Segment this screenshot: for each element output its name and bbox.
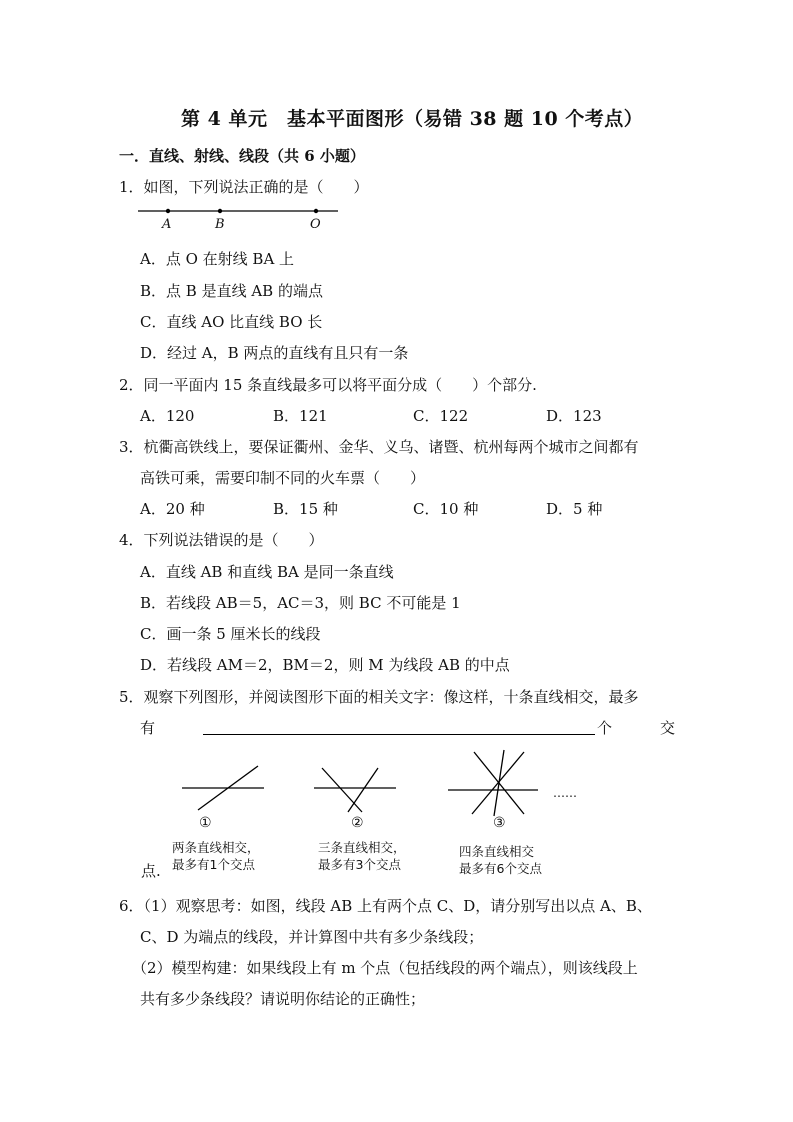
- q3-option-b: B．15 种: [273, 500, 338, 518]
- q1-option-a: A．点 O 在射线 BA 上: [140, 250, 295, 268]
- q5-word-ge: 个: [597, 719, 613, 737]
- q4-option-a: A．直线 AB 和直线 BA 是同一条直线: [140, 563, 394, 581]
- q1-label-a: A: [162, 217, 172, 232]
- q5-fig1-caption: 两条直线相交， 最多有1个交点: [172, 840, 260, 872]
- q1-option-c: C．直线 AO 比直线 BO 长: [140, 313, 323, 331]
- q5-fig2-number: ②: [351, 815, 364, 831]
- q4-stem: 4．下列说法错误的是（ ）: [119, 531, 324, 549]
- q2-option-c: C．122: [413, 407, 469, 425]
- page-title: 第 4 单元 基本平面图形（易错 38 题 10 个考点）: [181, 108, 644, 130]
- q2-stem: 2．同一平面内 15 条直线最多可以将平面分成（ ）个部分.: [119, 376, 537, 394]
- q4-option-b: B．若线段 AB＝5，AC＝3，则 BC 不可能是 1: [140, 594, 461, 612]
- q1-point-o: [314, 209, 318, 213]
- q5-figure-2: [312, 764, 402, 816]
- q2-option-d: D．123: [546, 407, 602, 425]
- q5-fig3-line-steep: [494, 750, 504, 816]
- q5-stem-line1: 5．观察下列图形，并阅读图形下面的相关文字：像这样，十条直线相交，最多: [119, 688, 639, 706]
- q5-fig3-number: ③: [493, 815, 506, 831]
- q4-option-c: C．画一条 5 厘米长的线段: [140, 625, 321, 643]
- q3-option-c: C．10 种: [413, 500, 479, 518]
- q2-option-b: B．121: [273, 407, 328, 425]
- q5-word-dian: 点.: [141, 862, 161, 880]
- q5-answer-blank[interactable]: [203, 734, 595, 735]
- q6-line1: 6．（1）观察思考：如图，线段 AB 上有两个点 C、D，请分别写出以点 A、B、: [119, 897, 652, 915]
- q5-fig2-caption: 三条直线相交， 最多有3个交点: [318, 840, 406, 872]
- q5-word-you: 有: [140, 719, 156, 737]
- q4-option-d: D．若线段 AM＝2，BM＝2，则 M 为线段 AB 的中点: [140, 656, 510, 674]
- q5-figure-1: [180, 764, 270, 814]
- q5-word-jiao: 交: [660, 719, 676, 737]
- q3-stem-line2: 高铁可乘，需要印制不同的火车票（ ）: [140, 469, 426, 487]
- q1-stem: 1．如图，下列说法正确的是（ ）: [119, 178, 369, 196]
- q1-label-o: O: [310, 217, 321, 232]
- q3-option-a: A．20 种: [140, 500, 205, 518]
- q6-line2: C、D 为端点的线段，并计算图中共有多少条线段；: [140, 928, 484, 946]
- q1-option-d: D．经过 A，B 两点的直线有且只有一条: [140, 344, 409, 362]
- q5-ellipsis: ……: [553, 786, 577, 800]
- q6-line3: （2）模型构建：如果线段上有 m 个点（包括线段的两个端点），则该线段上: [132, 959, 638, 977]
- q5-fig1-number: ①: [199, 815, 212, 831]
- q1-option-b: B．点 B 是直线 AB 的端点: [140, 282, 323, 300]
- q5-fig2-line-diag1: [322, 768, 362, 812]
- q3-option-d: D．5 种: [546, 500, 603, 518]
- q5-figure-3: [444, 748, 544, 818]
- q5-fig3-caption: 四条直线相交 最多有6个交点: [459, 844, 542, 876]
- q6-line4: 共有多少条线段？请说明你结论的正确性；: [140, 990, 426, 1008]
- q5-fig2-line-diag2: [348, 768, 378, 812]
- q1-point-b: [218, 209, 222, 213]
- q1-label-b: B: [215, 217, 225, 232]
- q3-stem-line1: 3．杭衢高铁线上，要保证衢州、金华、义乌、诸暨、杭州每两个城市之间都有: [119, 438, 639, 456]
- q1-point-a: [166, 209, 170, 213]
- q2-option-a: A．120: [140, 407, 195, 425]
- section-heading: 一．直线、射线、线段（共 6 小题）: [119, 147, 365, 165]
